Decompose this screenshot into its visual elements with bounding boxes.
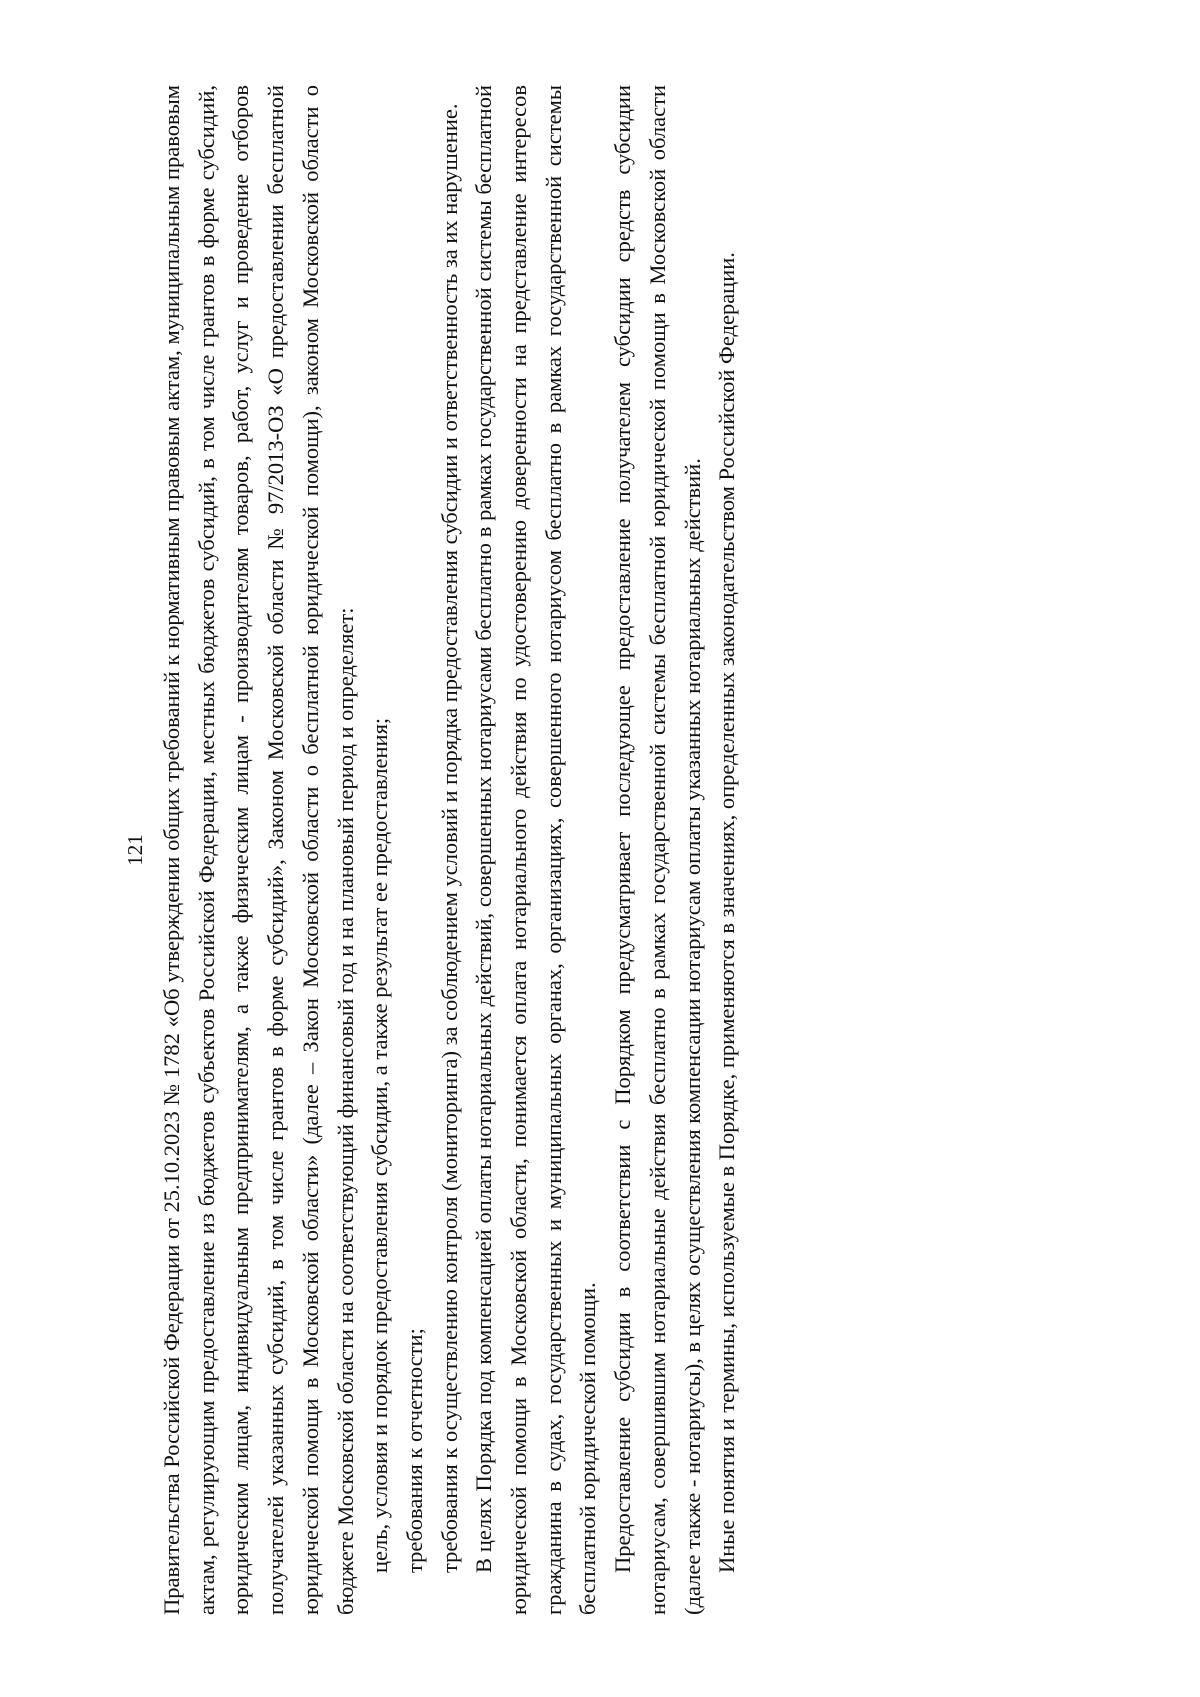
paragraph-list-item-goal: цель, условия и порядок предоставления субсидии, а также результат ее предоставления;	[367, 717, 393, 1573]
paragraph-compensation-definition: В целях Порядка под компенсацией оплаты нотариальных действий, совершенных нотариусами бесплатно в рамках государственной системы бесплатной юридической помощи в Московской области, понимается оплата нотариального действия по удостоверению доверенности на представление интересов гражданина в судах, государственных и муниципальных органах, организациях, совершенного нотариусом бесплатно в рамках государственной системы бесплатной юридической помощи.	[471, 85, 601, 1615]
rotated-page-content	[115, 85, 1005, 1615]
page-number: 121	[123, 834, 147, 866]
paragraph-list-item-control: требования к осуществлению контроля (мониторинга) за соблюдением условий и порядка предоставления субсидии и ответственность за их нарушение.	[436, 103, 462, 1573]
paragraph-list-item-reporting: требования к отчетности;	[401, 1328, 427, 1573]
paragraph-continuation: Правительства Российской Федерации от 25.10.2023 № 1782 «Об утверждении общих требований к нормативным правовым актам, муниципальным правовым актам, регулирующим предоставление из бюджетов субъектов Российской Федерации, местных бюджетов субсидий, в том числе грантов в форме субсидий, юридическим лицам, индивидуальным предпринимателям, а также физическим лицам - производителям товаров, работ, услуг и проведение отборов получателей указанных субсидий, в том числе грантов в форме субсидий», Законом Московской области № 97/2013-ОЗ «О предоставлении бесплатной юридической помощи в Московской области» (далее – Закон Московской области о бесплатной юридической помощи), законом Московской области о бюджете Московской области на соответствующий финансовый год и на плановый период и определяет:	[159, 85, 358, 1615]
document-body	[155, 85, 745, 1615]
paragraph-other-terms: Иные понятия и термины, используемые в Порядке, применяются в значениях, определенных законодательством Российской Федерации.	[714, 252, 740, 1573]
paragraph-subsidy-provision: Предоставление субсидии в соответствии с Порядком предусматривает последующее предоставление получателем субсидии средств субсидии нотариусам, совершившим нотариальные действия бесплатно в рамках государственной системы бесплатной юридической помощи в Московской области (далее также - нотариусы), в целях осуществления компенсации нотариусам оплаты указанных нотариальных действий.	[610, 85, 705, 1615]
